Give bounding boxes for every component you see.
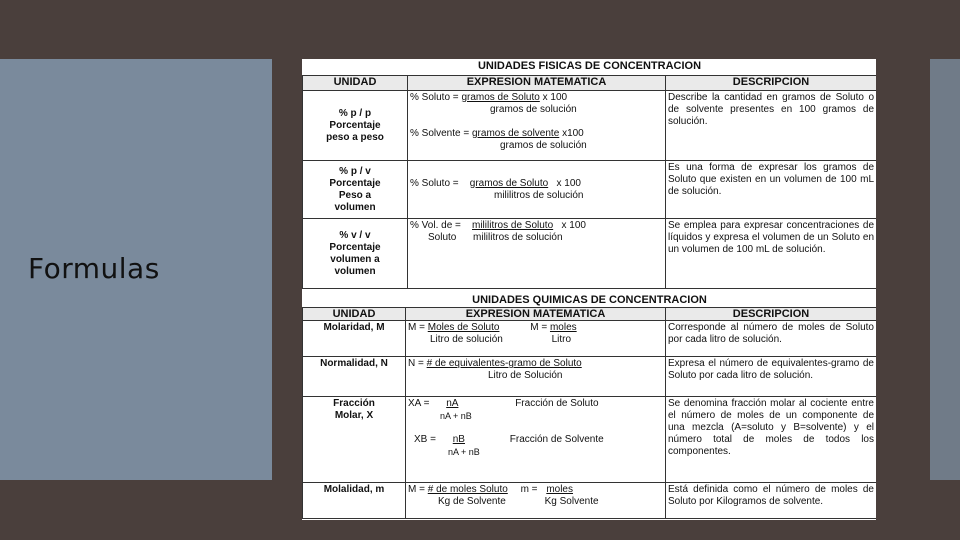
table-fisicas-title: UNIDADES FISICAS DE CONCENTRACION xyxy=(477,60,702,72)
formula-cell xyxy=(408,219,666,289)
formula-numerator: gramos de solvente xyxy=(472,128,560,139)
unit-cell xyxy=(303,397,406,483)
unit-line: volumen xyxy=(334,265,376,277)
formula-multiplier: x 100 xyxy=(556,177,581,189)
formula-cell xyxy=(408,91,666,161)
unit-line: % p / p xyxy=(338,107,372,119)
formula-multiplier: x 100 xyxy=(542,92,568,103)
unit-cell xyxy=(303,219,408,289)
description-cell: Describe la cantidad en gramos de Soluto o de solvente presentes en 100 gramos de solución. xyxy=(666,91,877,161)
table-row xyxy=(303,357,877,397)
formula-lhs: M = xyxy=(408,322,425,333)
unit-line: Molar, X xyxy=(334,410,374,421)
formula-numerator: gramos de Soluto xyxy=(469,177,549,189)
unit-line: peso a peso xyxy=(326,131,384,143)
formula-numerator: # de moles Soluto xyxy=(427,484,508,495)
formula-lhs: m = xyxy=(520,484,538,495)
formula-cell xyxy=(408,161,666,219)
unit-cell: Molalidad, m xyxy=(303,483,406,519)
unit-line: volumen xyxy=(334,201,376,213)
formula-lhs: Soluto xyxy=(428,232,457,243)
description-cell: Es una forma de expresar los gramos de Soluto que existen en un volumen de 100 mL de solución. xyxy=(666,161,877,219)
formula-denominator: Litro de Solución xyxy=(488,370,563,381)
unit-cell xyxy=(303,161,408,219)
header-expresion: EXPRESION MATEMATICA xyxy=(408,76,666,91)
formula-numerator: nA xyxy=(446,398,459,409)
formula-numerator: nB xyxy=(452,434,465,445)
formula-lhs: M = xyxy=(408,484,425,495)
description-cell: Expresa el número de equivalentes-gramo de Soluto por cada litro de solución. xyxy=(666,357,877,397)
description-cell: Está definida como el número de moles de Soluto por Kilogramos de solvente. xyxy=(666,483,877,519)
table-fisicas xyxy=(302,59,876,289)
formula-numerator: mililitros de Soluto xyxy=(472,220,554,231)
formula-denominator: Litro xyxy=(551,334,572,345)
formula-numerator: gramos de Soluto xyxy=(461,92,540,103)
formula-multiplier: x 100 xyxy=(561,220,586,231)
formula-denominator: gramos de solución xyxy=(490,104,577,115)
formula-denominator: gramos de solución xyxy=(500,140,587,151)
formula-cell xyxy=(406,483,666,519)
table-row xyxy=(303,397,877,483)
table-quimicas xyxy=(302,293,876,519)
formula-cell xyxy=(406,397,666,483)
header-unidad: UNIDAD xyxy=(303,308,406,321)
formula-denominator: Kg de Solvente xyxy=(438,496,506,507)
unit-cell: Molaridad, M xyxy=(303,321,406,357)
unit-cell xyxy=(303,91,408,161)
formula-document xyxy=(302,59,876,520)
table-row xyxy=(303,161,877,219)
slide-title: Formulas xyxy=(28,252,160,285)
unit-cell: Normalidad, N xyxy=(303,357,406,397)
formula-multiplier: x100 xyxy=(562,128,584,139)
formula-denominator: Kg Solvente xyxy=(544,496,599,507)
table-row xyxy=(303,483,877,519)
formula-lhs: % Solvente = xyxy=(410,128,470,139)
unit-line: volumen a xyxy=(330,253,380,265)
unit-line: Porcentaje xyxy=(329,241,381,253)
unit-line: Peso a xyxy=(338,189,372,201)
right-panel xyxy=(930,59,960,480)
formula-lhs: % Soluto = xyxy=(410,92,459,103)
description-cell: Se denomina fracción molar al cociente entre el número de moles de un componente de una mezcla (A=soluto y B=solvente) y el número total de moles de todos los componentes. xyxy=(666,397,877,483)
header-descripcion: DESCRIPCION xyxy=(666,76,877,91)
table-row xyxy=(303,219,877,289)
formula-numerator: moles xyxy=(549,322,577,333)
formula-lhs: % Soluto = xyxy=(410,177,459,189)
unit-line: % v / v xyxy=(339,229,371,241)
formula-lhs: XB = xyxy=(414,434,436,445)
formula-denominator: mililitros de solución xyxy=(473,232,563,243)
formula-denominator: nA + nB xyxy=(440,411,472,421)
table-row xyxy=(303,321,877,357)
unit-line: Fracción xyxy=(333,398,375,409)
description-cell: Corresponde al número de moles de Soluto por cada litro de solución. xyxy=(666,321,877,357)
table-quimicas-title: UNIDADES QUIMICAS DE CONCENTRACION xyxy=(472,294,707,306)
header-expresion: EXPRESION MATEMATICA xyxy=(406,308,666,321)
table-row xyxy=(303,91,877,161)
formula-label: Fracción de Solvente xyxy=(509,434,604,445)
formula-numerator: # de equivalentes-gramo de Soluto xyxy=(426,358,582,369)
formula-cell xyxy=(406,321,666,357)
formula-numerator: Moles de Soluto xyxy=(427,322,500,333)
formula-denominator: Litro de solución xyxy=(430,334,503,345)
description-cell: Se emplea para expresar concentraciones de líquidos y expresa el volumen de un Soluto en un volumen de 100 mL de solución. xyxy=(666,219,877,289)
formula-numerator: moles xyxy=(546,484,573,495)
formula-lhs: XA = xyxy=(408,398,430,409)
unit-line: % p / v xyxy=(339,165,371,177)
formula-label: Fracción de Soluto xyxy=(515,398,599,409)
formula-denominator: mililitros de solución xyxy=(494,189,584,201)
formula-denominator: nA + nB xyxy=(448,447,480,457)
header-descripcion: DESCRIPCION xyxy=(666,308,877,321)
formula-cell xyxy=(406,357,666,397)
unit-line: Porcentaje xyxy=(329,177,381,189)
header-unidad: UNIDAD xyxy=(303,76,408,91)
formula-lhs: % Vol. de = xyxy=(410,220,461,231)
formula-lhs: N = xyxy=(408,358,424,369)
formula-lhs: M = xyxy=(530,322,548,333)
unit-line: Porcentaje xyxy=(329,119,381,131)
